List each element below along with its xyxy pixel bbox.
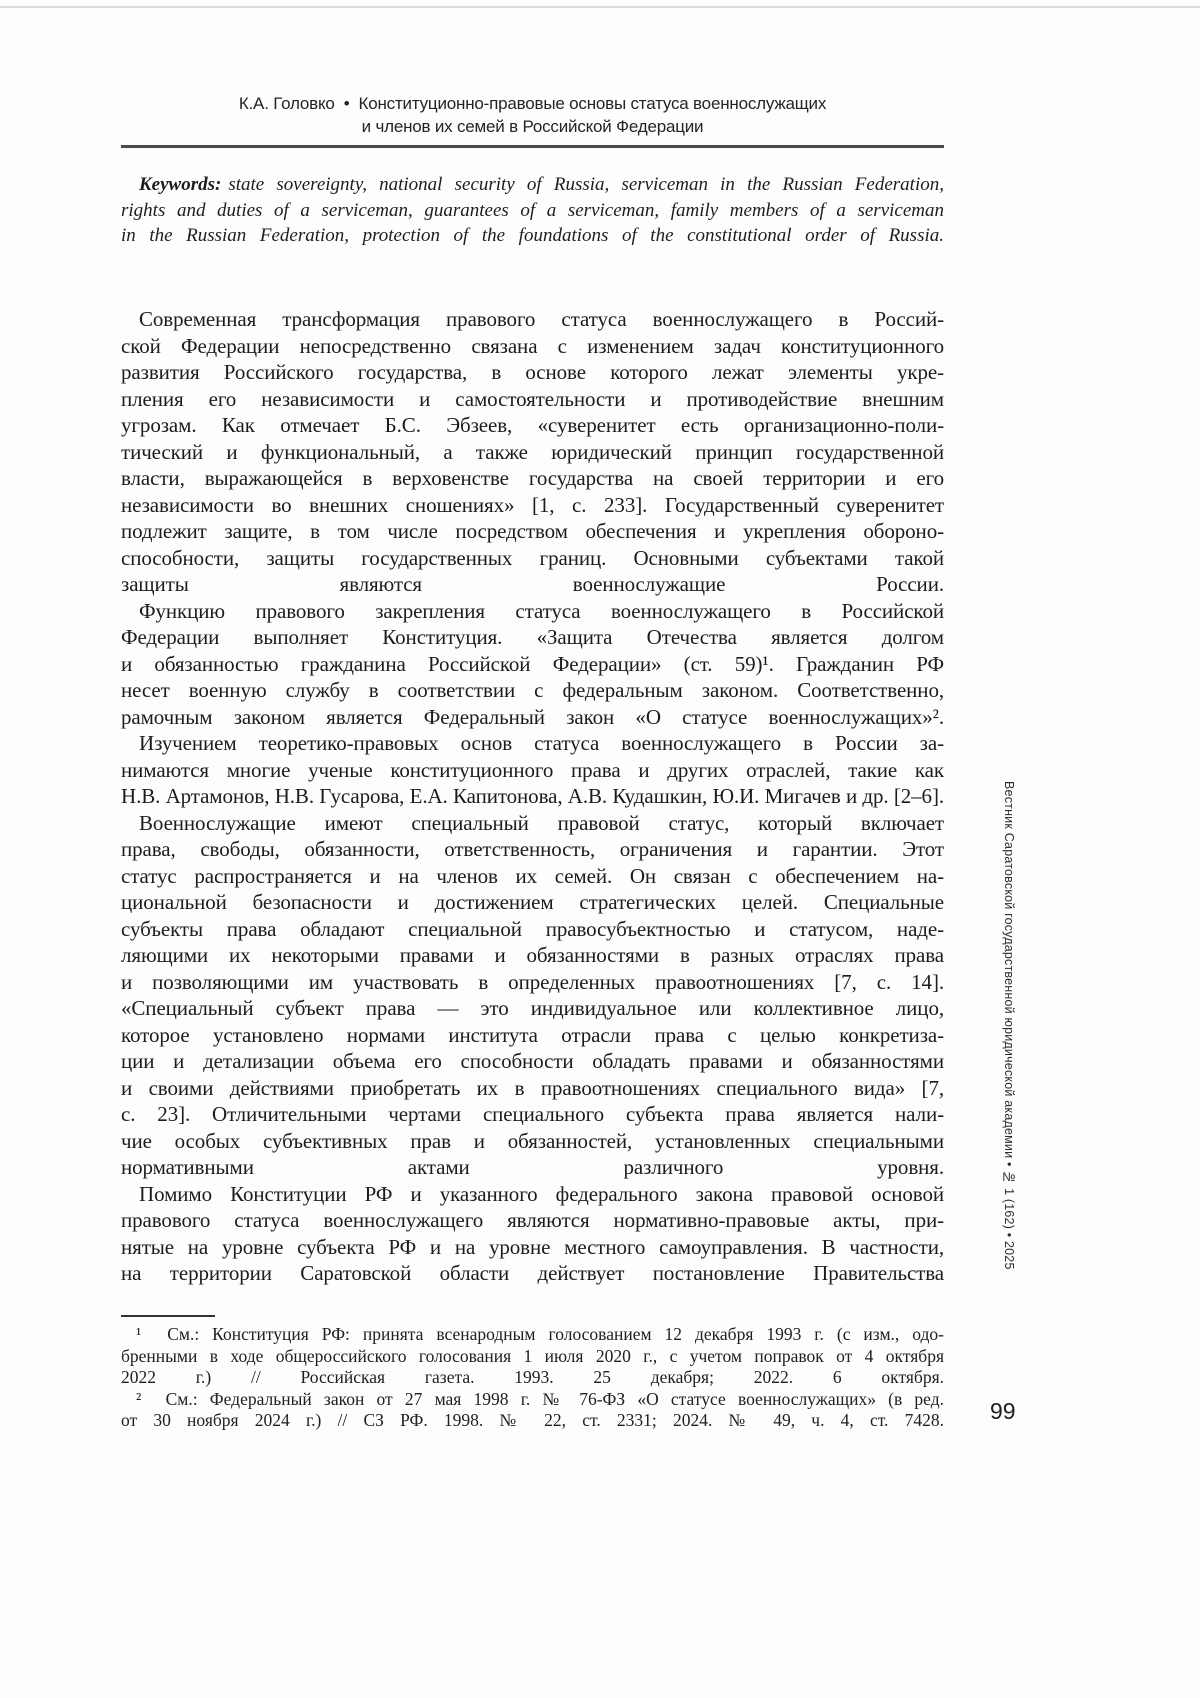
keywords-block: [121, 172, 944, 249]
body-line: субъекты права обладают специальной правосубъектностью и статусом, наде-: [121, 916, 944, 941]
body-line: угрозам. Как отмечает Б.С. Эбзеев, «суверенитет есть организационно-поли-: [121, 413, 944, 437]
body-line: Военнослужащие имеют специальный правовой статус, который включает: [139, 810, 944, 835]
body-line: пления его независимости и самостоятельности и противодействие внешним: [121, 386, 944, 411]
body-line: ской Федерации непосредственно связана с изменением задач конституционного: [121, 333, 944, 358]
page-number: 99: [990, 1398, 1016, 1424]
body-line: ляющими их некоторыми правами и обязанностями в разных отраслях права: [121, 943, 944, 967]
body-line: и позволяющими им участвовать в определенных правоотношениях [7, с. 14].: [121, 969, 944, 994]
running-header-line1: К.А. Головко • Конституционно-правовые основы статуса военнослужащих: [238, 94, 827, 113]
body-line: нормативными актами различного уровня.: [121, 1155, 944, 1179]
footnote-line: ¹ См.: Конституция РФ: принята всенародным голосованием 12 декабря 1993 г. (с изм., одо-: [136, 1324, 944, 1344]
keywords-line: rights and duties of a serviceman, guarantees of a serviceman, family members of a serviceman: [121, 199, 944, 221]
keywords-text: state sovereignty, national security of Russia, serviceman in the Russian Federation,: [228, 174, 944, 195]
body-line: развития Российского государства, в основе которого лежат элементы укре-: [121, 360, 944, 384]
keywords-line: in the Russian Federation, protection of the foundations of the constitutional order of Russia.: [121, 225, 944, 246]
footnote-line: ² См.: Федеральный закон от 27 мая 1998 г. № 76-ФЗ «О статусе военнослужащих» (в ред.: [136, 1388, 944, 1409]
body-line: статус распространяется и на членов их семей. Он связан с обеспечением на-: [121, 863, 944, 888]
body-line: ции и детализации объема его способности обладать правами и обязанностями: [121, 1049, 944, 1073]
body-line: способности, защиты государственных границ. Основными субъектами такой: [121, 545, 944, 570]
body-line: права, свободы, обязанности, ответственность, ограничения и гарантии. Этот: [121, 837, 944, 861]
body-line: власти, выражающейся в верховенстве государства на своей территории и его: [121, 466, 944, 490]
body-line: Помимо Конституции РФ и указанного федерального закона правовой основой: [139, 1181, 944, 1206]
article-body: [121, 306, 944, 1287]
body-line: на территории Саратовской области действует постановление Правительства: [121, 1261, 944, 1285]
keywords-line: [121, 172, 944, 198]
header-rule: [121, 145, 944, 148]
body-line: тический и функциональный, а также юридический принцип государственной: [121, 439, 944, 464]
footnote-separator: [121, 1315, 215, 1317]
body-line: чие особых субъективных прав и обязанностей, установленных специальными: [121, 1128, 944, 1153]
footnote-line: от 30 ноября 2024 г.) // СЗ РФ. 1998. № 22, ст. 2331; 2024. № 49, ч. 4, ст. 7428.: [121, 1410, 944, 1430]
body-line: защиты являются военнослужащие России.: [121, 572, 944, 596]
body-line: Федерации выполняет Конституция. «Защита Отечества является долгом: [121, 625, 944, 649]
body-line: правового статуса военнослужащего являются нормативно-правовые акты, при-: [121, 1208, 944, 1232]
body-line: которое установлено нормами института отрасли права с целью конкретиза-: [121, 1022, 944, 1047]
body-line: «Специальный субъект права — это индивидуальное или коллективное лицо,: [121, 996, 944, 1020]
body-line: циональной безопасности и достижением стратегических целей. Специальные: [121, 890, 944, 914]
running-header-line2: и членов их семей в Российской Федерации: [361, 117, 704, 136]
running-header: [121, 92, 944, 138]
body-line: и своими действиями приобретать их в правоотношениях специального вида» [7,: [121, 1075, 944, 1100]
body-line: нятые на уровне субъекта РФ и на уровне местного самоуправления. В частности,: [121, 1234, 944, 1259]
scan-top-edge-artifact: [0, 6, 1200, 8]
body-line: рамочным законом является Федеральный закон «О статусе военнослужащих»².: [121, 704, 944, 729]
body-line: подлежит защите, в том числе посредством обеспечения и укрепления обороно-: [121, 519, 944, 543]
footnote-line: бренными в ходе общероссийского голосования 1 июля 2020 г., с учетом поправок от 4 октября: [121, 1345, 944, 1366]
body-line: и обязанностью гражданина Российской Федерации» (ст. 59)¹. Гражданин РФ: [121, 651, 944, 676]
body-line: Н.В. Артамонов, Н.В. Гусарова, Е.А. Капитонова, А.В. Кудашкин, Ю.И. Мигачев и др. [2–6].: [121, 784, 944, 808]
body-line: несет военную службу в соответствии с федеральным законом. Соответственно,: [121, 678, 944, 702]
body-line: независимости во внешних сношениях» [1, с. 233]. Государственный суверенитет: [121, 492, 944, 517]
body-line: Изучением теоретико-правовых основ статуса военнослужащего в России за-: [139, 731, 944, 755]
body-line: Современная трансформация правового статуса военнослужащего в Россий-: [139, 307, 944, 331]
body-line: нимаются многие ученые конституционного права и других отраслей, такие как: [121, 757, 944, 782]
body-line: Функцию правового закрепления статуса военнослужащего в Российской: [139, 598, 944, 623]
footnote-line: 2022 г.) // Российская газета. 1993. 25 декабря; 2022. 6 октября.: [121, 1367, 944, 1387]
journal-sidebar-caption: Вестник Саратовской государственной юридической академии • № 1 (162) • 2025: [1002, 781, 1016, 1270]
footnotes: [121, 1324, 944, 1432]
keywords-label: Keywords:: [139, 174, 222, 195]
body-line: с. 23]. Отличительными чертами специального субъекта права является нали-: [121, 1102, 944, 1126]
